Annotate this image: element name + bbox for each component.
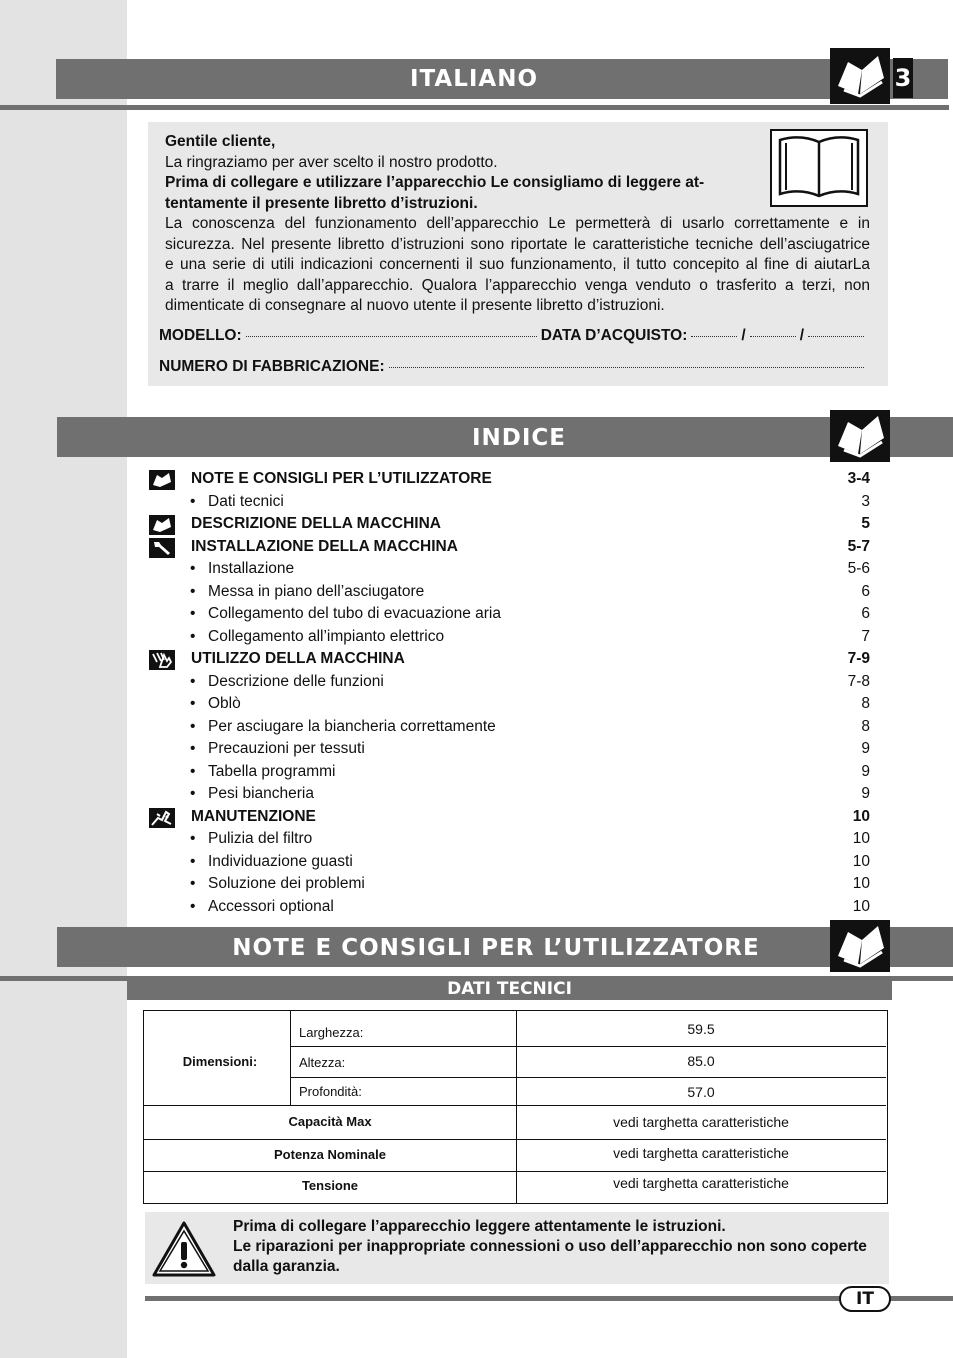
open-book-icon	[830, 48, 890, 104]
open-book-illustration	[770, 128, 868, 208]
section-header-notes	[57, 927, 953, 967]
height-label: Altezza:	[299, 1055, 346, 1070]
open-book-icon	[830, 920, 890, 972]
purchase-month-field	[750, 336, 796, 337]
voltage-label: Tensione	[301, 1178, 359, 1193]
page-number: 3	[893, 58, 913, 98]
index-entry[interactable]: • Individuazione guasti 10	[148, 851, 870, 874]
index-entry[interactable]: • Installazione 5-6	[148, 558, 870, 581]
model-label: MODELLO:	[159, 327, 242, 344]
index-entry[interactable]: • Pesi biancheria 9	[148, 783, 870, 806]
purchase-day-field	[691, 336, 737, 337]
index-entry[interactable]: MANUTENZIONE 10	[148, 806, 870, 829]
purchase-date-label: DATA D’ACQUISTO:	[540, 327, 688, 344]
width-label: Larghezza:	[299, 1025, 364, 1040]
wrench-icon	[149, 538, 175, 558]
intro-advice-line1: Prima di collegare e utilizzare l’apparecchio Le consigliamo di leggere at-	[165, 174, 705, 191]
serial-label: NUMERO DI FABBRICAZIONE:	[159, 358, 385, 375]
intro-box	[148, 122, 888, 386]
index-entry[interactable]: • Accessori optional 10	[148, 896, 870, 919]
index-entry[interactable]: • Pulizia del filtro 10	[148, 828, 870, 851]
depth-label: Profondità:	[299, 1084, 362, 1099]
voltage-value: vedi targhetta caratteristiche	[613, 1175, 789, 1191]
height-value: 85.0	[687, 1053, 715, 1069]
index-entry[interactable]: • Collegamento del tubo di evacuazione aria 6	[148, 603, 870, 626]
capacity-value: vedi targhetta caratteristiche	[613, 1114, 789, 1130]
section-header-indice	[57, 417, 953, 457]
section-header-italiano	[56, 59, 948, 99]
model-purchase-row	[159, 327, 868, 345]
power-label: Potenza Nominale	[274, 1147, 386, 1162]
warning-box	[145, 1212, 889, 1284]
intro-thanks: La ringraziamo per aver scelto il nostro prodotto.	[165, 153, 498, 171]
language-badge: IT	[839, 1286, 891, 1312]
section-title-italiano: ITALIANO	[409, 66, 539, 92]
depth-value: 57.0	[687, 1084, 715, 1100]
footer-rule	[145, 1296, 953, 1301]
warning-text: Prima di collegare l’apparecchio leggere attentamente le istruzioni. Le riparazioni per inappropriate connessioni o uso dell’apparecchio non sono coperte dalla garanzia.	[233, 1218, 867, 1275]
index-list	[148, 468, 870, 918]
book-outline-icon	[770, 128, 868, 208]
capacity-label: Capacità Max	[288, 1114, 372, 1129]
section-title-indice: INDICE	[471, 425, 567, 451]
intro-body-line: a trarre il meglio dall’apparecchio. Qualora l’apparecchio venga venduto o trasferito a terzi, non	[165, 276, 870, 294]
intro-body-line: dimenticate di consegnare al nuovo utente il presente libretto d’istruzioni.	[165, 297, 665, 314]
book-badge	[830, 48, 890, 104]
power-value: vedi targhetta caratteristiche	[613, 1145, 789, 1161]
header-underline	[0, 105, 949, 110]
book-badge	[830, 410, 890, 462]
index-entry[interactable]: NOTE E CONSIGLI PER L’UTILIZZATORE 3-4	[148, 468, 870, 491]
index-entry[interactable]: DESCRIZIONE DELLA MACCHINA 5	[148, 513, 870, 536]
date-separator: /	[741, 327, 746, 344]
book-icon	[149, 515, 175, 535]
date-separator: /	[799, 327, 804, 344]
book-icon	[149, 470, 175, 490]
maintenance-icon	[149, 808, 175, 828]
serial-field	[389, 367, 864, 368]
technical-data-table	[143, 1010, 888, 1204]
serial-row	[159, 358, 868, 376]
warning-triangle-icon	[151, 1220, 217, 1278]
index-entry[interactable]: • Collegamento all’impianto elettrico 7	[148, 626, 870, 649]
book-badge	[830, 920, 890, 972]
intro-greeting: Gentile cliente,	[165, 133, 276, 150]
index-entry[interactable]: • Descrizione delle funzioni 7-8	[148, 671, 870, 694]
index-entry[interactable]: • Oblò 8	[148, 693, 870, 716]
intro-advice-line2: tentamente il presente libretto d’istruzioni.	[165, 194, 478, 212]
intro-body-line: sicurezza. Nel presente libretto d’istruzioni sono riportate le caratteristiche tecniche dell’asciugatrice	[165, 235, 870, 253]
index-entry[interactable]: UTILIZZO DELLA MACCHINA 7-9	[148, 648, 870, 671]
intro-body-line: La conoscenza del funzionamento dell’apparecchio Le permetterà di usarlo correttamente e in	[165, 215, 870, 232]
index-entry[interactable]: • Per asciugare la biancheria correttamente 8	[148, 716, 870, 739]
index-entry[interactable]: INSTALLAZIONE DELLA MACCHINA 5-7	[148, 536, 870, 559]
index-entry[interactable]: • Messa in piano dell’asciugatore 6	[148, 581, 870, 604]
hand-icon	[149, 650, 175, 670]
index-entry[interactable]: • Tabella programmi 9	[148, 761, 870, 784]
index-entry[interactable]: • Dati tecnici 3	[148, 491, 870, 514]
purchase-year-field	[808, 336, 864, 337]
intro-body-line: e una serie di utili indicazioni concernenti il suo funzionamento, il tutto concepito al fine di aiutarLa	[165, 256, 870, 273]
width-value: 59.5	[687, 1021, 715, 1037]
section-title-notes: NOTE E CONSIGLI PER L’UTILIZZATORE	[232, 935, 760, 961]
index-entry[interactable]: • Precauzioni per tessuti 9	[148, 738, 870, 761]
index-entry[interactable]: • Soluzione dei problemi 10	[148, 873, 870, 896]
dimensions-label: Dimensioni:	[182, 1054, 258, 1069]
open-book-icon	[830, 410, 890, 462]
subsection-header-dati-tecnici: DATI TECNICI	[127, 978, 892, 1000]
model-field	[246, 336, 537, 337]
